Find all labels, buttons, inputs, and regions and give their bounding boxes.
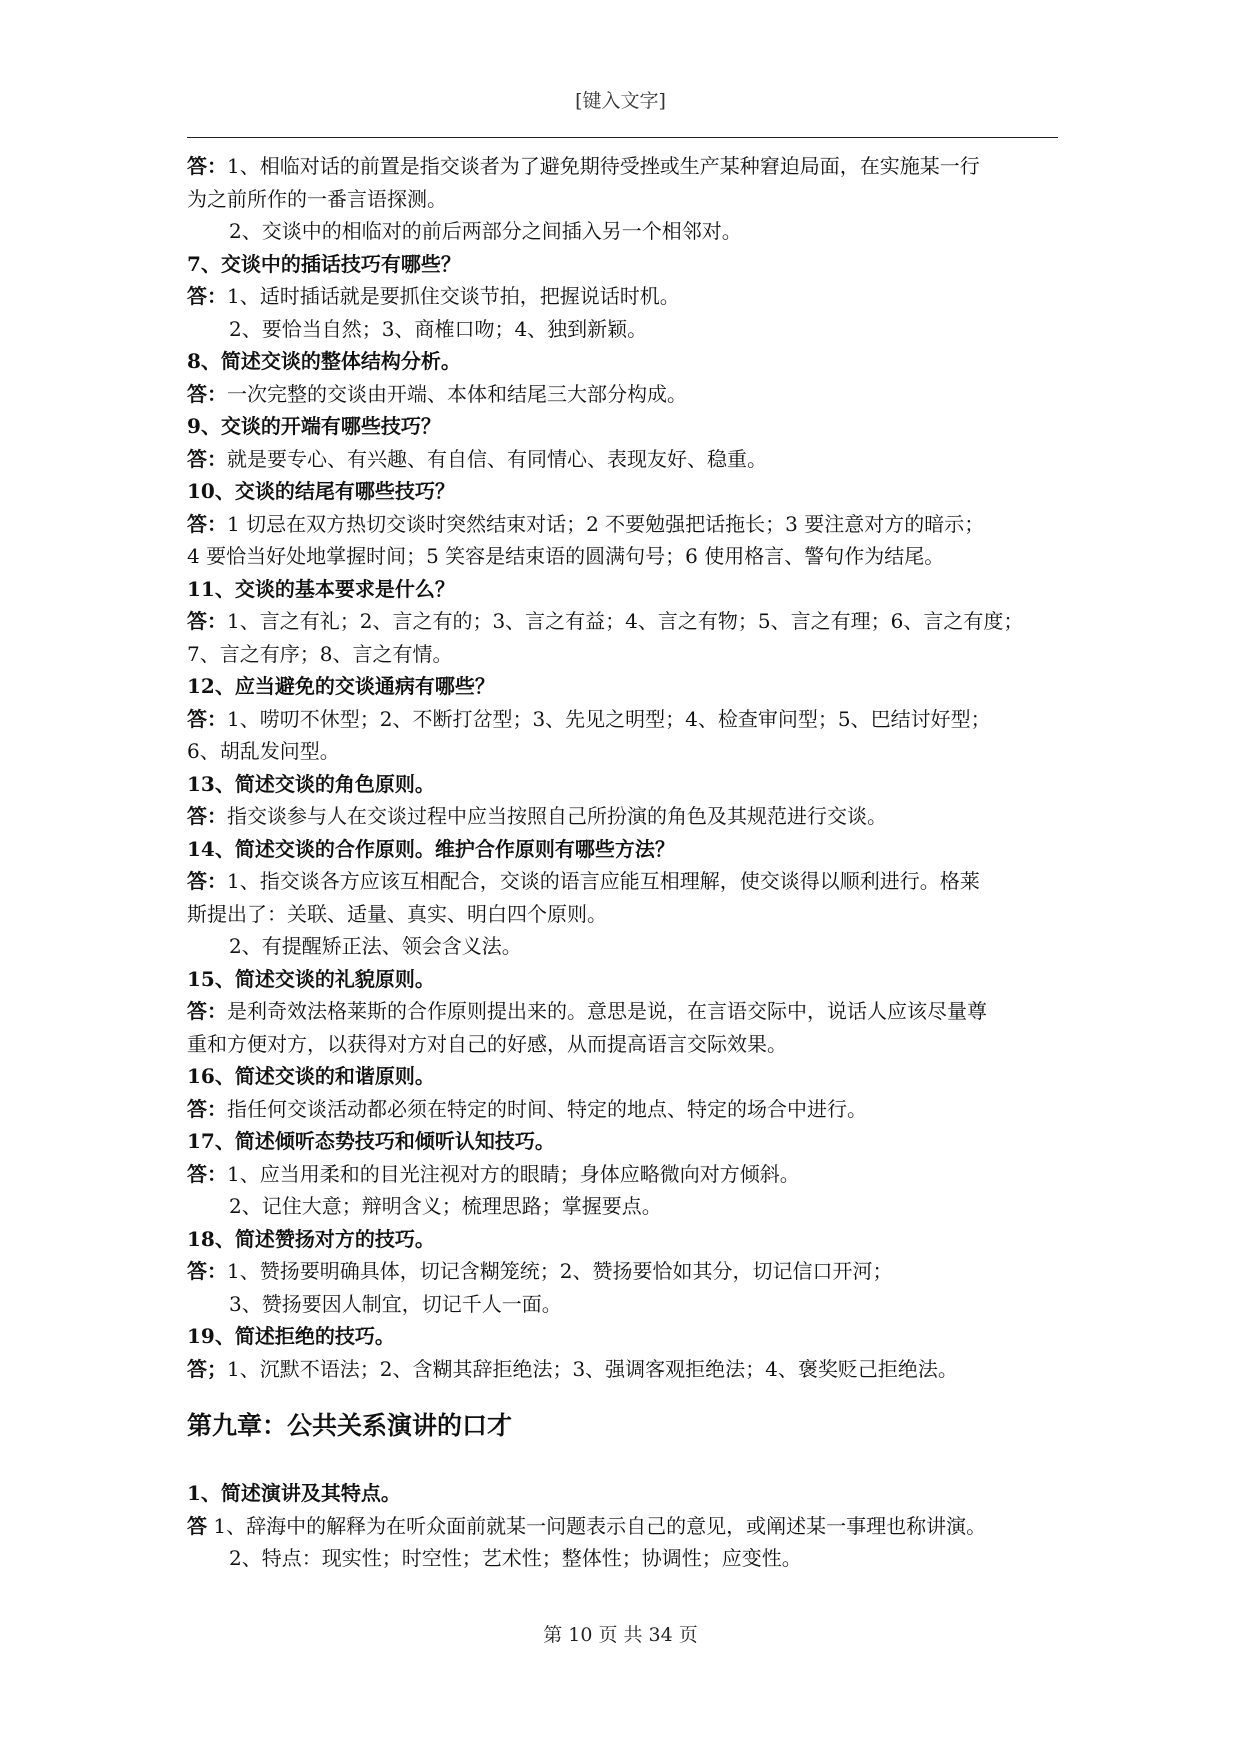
answer-continuation: 4 要恰当好处地掌握时间；5 笑容是结束语的圆满句号；6 使用格言、警句作为结尾。 — [187, 544, 945, 568]
question-heading: 14、简述交谈的合作原则。维护合作原则有哪些方法？ — [187, 836, 675, 861]
question-heading: 1、简述演讲及其特点。 — [187, 1481, 401, 1505]
answer-text: 1、赞扬要明确具体，切记含糊笼统；2、赞扬要恰如其分，切记信口开河； — [227, 1259, 893, 1283]
answer-label: 答； — [187, 1356, 227, 1381]
answer-text: 是利奇效法格莱斯的合作原则提出来的。意思是说，在言语交际中，说话人应该尽量尊 — [227, 999, 987, 1023]
chapter-title: 第九章：公共关系演讲的口才 — [187, 1411, 513, 1440]
answer-continuation: 2、特点：现实性；时空性；艺术性；整体性；协调性；应变性。 — [229, 1546, 802, 1570]
answer-line — [187, 1158, 1067, 1191]
answer-line — [187, 1510, 1067, 1543]
answer-text: 1、沉默不语法；2、含糊其辞拒绝法；3、强调客观拒绝法；4、褒奖贬己拒绝法。 — [227, 1356, 958, 1381]
answer-label: 答： — [187, 609, 227, 633]
answer-line — [187, 703, 1067, 736]
answer-text: 指任何交谈活动都必须在特定的时间、特定的地点、特定的场合中进行。 — [227, 1096, 867, 1121]
answer-label: 答： — [187, 804, 227, 828]
answer-continuation: 3、赞扬要因人制宜，切记千人一面。 — [229, 1291, 562, 1316]
answer-text: 1、指交谈各方应该互相配合，交谈的语言应能互相理解，使交谈得以顺利进行。格莱 — [227, 869, 980, 893]
question-heading: 18、简述赞扬对方的技巧。 — [187, 1226, 435, 1251]
answer-label: 答 — [187, 1513, 207, 1538]
answer-text: 1、辞海中的解释为在听众面前就某一问题表示自己的意见，或阐述某一事理也称讲演。 — [207, 1513, 987, 1538]
question-heading: 17、简述倾听态势技巧和倾听认知技巧。 — [187, 1129, 555, 1153]
answer-text: 指交谈参与人在交谈过程中应当按照自己所扮演的角色及其规范进行交谈。 — [227, 804, 887, 828]
document-body — [187, 150, 1067, 1575]
answer-label: 答： — [187, 706, 227, 731]
answer-label: 答： — [187, 1161, 227, 1186]
answer-line — [187, 150, 1067, 183]
answer-label: 答： — [187, 446, 227, 471]
answer-text: 就是要专心、有兴趣、有自信、有同情心、表现友好、稳重。 — [227, 446, 767, 471]
question-heading: 10、交谈的结尾有哪些技巧？ — [187, 479, 455, 503]
answer-text: 1、适时插话就是要抓住交谈节拍，把握说话时机。 — [227, 284, 680, 308]
answer-line — [187, 800, 1067, 833]
answer-text: 1、应当用柔和的目光注视对方的眼睛；身体应略微向对方倾斜。 — [227, 1161, 800, 1186]
answer-label: 答： — [187, 1259, 227, 1283]
question-heading: 11、交谈的基本要求是什么？ — [187, 576, 455, 601]
question-heading: 12、应当避免的交谈通病有哪些？ — [187, 674, 495, 698]
answer-continuation: 2、要恰当自然；3、商榷口吻；4、独到新颖。 — [229, 316, 648, 341]
answer-continuation: 7、言之有序；8、言之有情。 — [187, 641, 453, 666]
header-rule — [187, 137, 1058, 138]
answer-continuation: 2、有提醒矫正法、领会含义法。 — [229, 934, 522, 958]
answer-line — [187, 995, 1067, 1028]
page-footer: 第 10 页 共 34 页 — [543, 1624, 698, 1646]
question-heading: 16、简述交谈的和谐原则。 — [187, 1064, 435, 1088]
answer-text: 一次完整的交谈由开端、本体和结尾三大部分构成。 — [227, 381, 687, 406]
answer-label: 答： — [187, 284, 227, 308]
answer-line — [187, 378, 1067, 411]
question-heading: 9、交谈的开端有哪些技巧？ — [187, 414, 441, 438]
answer-line — [187, 1093, 1067, 1126]
question-heading: 15、简述交谈的礼貌原则。 — [187, 966, 435, 991]
answer-label: 答： — [187, 511, 227, 536]
answer-text: 1、唠叨不休型；2、不断打岔型；3、先见之明型；4、检查审问型；5、巴结讨好型； — [227, 706, 991, 731]
answer-line — [187, 1255, 1067, 1288]
answer-continuation: 为之前所作的一番言语探测。 — [187, 186, 447, 211]
answer-continuation: 重和方便对方，以获得对方对自己的好感，从而提高语言交际效果。 — [187, 1031, 787, 1056]
answer-label: 答： — [187, 381, 227, 406]
answer-line — [187, 865, 1067, 898]
answer-line — [187, 605, 1067, 638]
page-header: [键入文字] — [575, 90, 666, 112]
answer-line — [187, 1353, 1067, 1386]
question-heading: 8、简述交谈的整体结构分析。 — [187, 349, 461, 373]
answer-text: 1、言之有礼；2、言之有的；3、言之有益；4、言之有物；5、言之有理；6、言之有度； — [227, 609, 1024, 633]
answer-line — [187, 443, 1067, 476]
answer-continuation: 2、记住大意；辩明含义；梳理思路；掌握要点。 — [229, 1194, 662, 1218]
answer-continuation: 2、交谈中的相临对的前后两部分之间插入另一个相邻对。 — [229, 219, 742, 243]
answer-continuation: 斯提出了：关联、适量、真实、明白四个原则。 — [187, 901, 607, 926]
answer-text: 1、相临对话的前置是指交谈者为了避免期待受挫或生产某种窘迫局面，在实施某一行 — [227, 154, 980, 178]
answer-label: 答： — [187, 154, 227, 178]
answer-line — [187, 508, 1067, 541]
answer-label: 答： — [187, 869, 227, 893]
question-heading: 19、简述拒绝的技巧。 — [187, 1324, 395, 1348]
answer-label: 答： — [187, 1096, 227, 1121]
answer-line — [187, 280, 1067, 313]
question-heading: 13、简述交谈的角色原则。 — [187, 771, 435, 796]
answer-continuation: 6、胡乱发问型。 — [187, 739, 340, 763]
answer-label: 答： — [187, 999, 227, 1023]
answer-text: 1 切忌在双方热切交谈时突然结束对话；2 不要勉强把话拖长；3 要注意对方的暗示； — [227, 511, 985, 536]
question-heading: 7、交谈中的插话技巧有哪些？ — [187, 251, 461, 276]
